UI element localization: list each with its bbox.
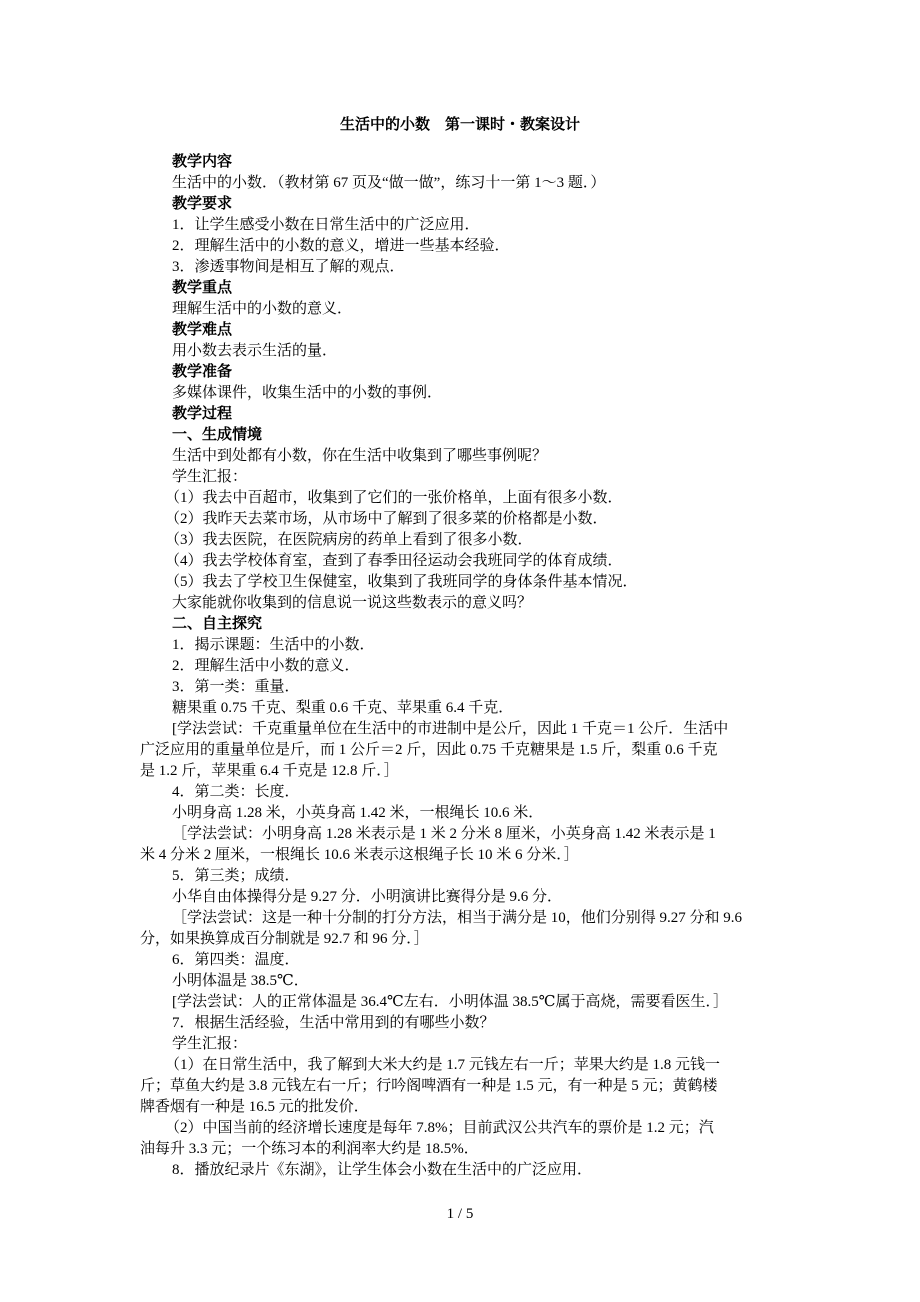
text-line: 学生汇报： [172, 469, 248, 485]
text-line: 3．渗透事物间是相互了解的观点． [172, 259, 405, 275]
section-heading: 二、自主探究 [172, 616, 263, 632]
text-line: 学生汇报： [172, 1036, 248, 1052]
section-heading: 教学重点 [172, 280, 233, 296]
text-line: 生活中的小数．（教材第 67 页及“做一做”，练习十一第 1～3 题．） [172, 175, 606, 191]
text-line: 7．根据生活经验，生活中常用到的有哪些小数？ [172, 1015, 495, 1031]
text-line: 米 4 分米 2 厘米，一根绳长 10.6 米表示这根绳子长 10 米 6 分米．］ [140, 847, 579, 863]
text-line: （4）我去学校体育室，查到了春季田径运动会我班同学的体育成绩． [165, 553, 623, 569]
text-line: 6．第四类：温度． [172, 952, 300, 968]
text-line: 4．第二类：长度． [172, 784, 300, 800]
text-line: 1．让学生感受小数在日常生活中的广泛应用． [172, 217, 480, 233]
text-line: 斤；草鱼大约是 3.8 元钱左右一斤；行吟阁啤酒有一种是 1.5 元，有一种是 5 元；黄鹤楼 [140, 1078, 718, 1094]
text-line: 多媒体课件，收集生活中的小数的事例． [172, 385, 443, 401]
text-line: 大家能就你收集到的信息说一说这些数表示的意义吗？ [172, 595, 533, 611]
text-line: 5．第三类；成绩． [172, 868, 300, 884]
section-heading: 教学过程 [172, 406, 233, 422]
text-line: （1）在日常生活中，我了解到大米大约是 1.7 元钱左右一斤；苹果大约是 1.8 元钱一 [165, 1057, 721, 1073]
section-heading: 教学要求 [172, 196, 233, 212]
text-line: 小明体温是 38.5℃． [172, 973, 309, 989]
text-line: （2）中国当前的经济增长速度是每年 7.8%；目前武汉公共汽车的票价是 1.2 元；汽 [165, 1120, 714, 1136]
text-line: 8．播放纪录片《东湖》，让学生体会小数在生活中的广泛应用． [172, 1162, 593, 1178]
text-line: ［学法尝试：小明身高 1.28 米表示是 1 米 2 分米 8 厘米，小英身高 1.42 米表示是 1 [172, 826, 716, 842]
text-line: 用小数去表示生活的量． [172, 343, 338, 359]
text-line: 小明身高 1.28 米，小英身高 1.42 米，一根绳长 10.6 米． [172, 805, 544, 821]
text-line: 3．第一类：重量． [172, 679, 300, 695]
text-line: 1．揭示课题：生活中的小数． [172, 637, 375, 653]
section-heading: 教学难点 [172, 322, 233, 338]
text-line: （5）我去了学校卫生保健室，收集到了我班同学的身体条件基本情况． [165, 574, 638, 590]
page-number: 1 / 5 [446, 1206, 474, 1222]
text-line: （1）我去中百超市，收集到了它们的一张价格单，上面有很多小数． [165, 490, 623, 506]
text-line: （2）我昨天去菜市场，从市场中了解到了很多菜的价格都是小数． [165, 511, 608, 527]
text-line: [学法尝试：人的正常体温是 36.4℃左右．小明体温 38.5℃属于高烧，需要看医生．］ [172, 994, 729, 1010]
text-line: 分，如果换算成百分制就是 92.7 和 96 分．］ [140, 931, 429, 947]
text-line: 广泛应用的重量单位是斤，而 1 公斤＝2 斤，因此 0.75 千克糖果是 1.5 斤，梨重 0.6 千克 [140, 742, 718, 758]
section-heading: 教学准备 [172, 364, 233, 380]
document-title: 生活中的小数 第一课时・教案设计 [339, 117, 580, 133]
text-line: [学法尝试：千克重量单位在生活中的市进制中是公斤，因此 1 千克＝1 公斤．生活中 [172, 721, 729, 737]
document-body [0, 152, 920, 1181]
section-heading: 一、生成情境 [172, 427, 263, 443]
text-line: 理解生活中的小数的意义． [172, 301, 353, 317]
text-line: 生活中到处都有小数，你在生活中收集到了哪些事例呢？ [172, 448, 548, 464]
text-line: 小华自由体操得分是 9.27 分．小明演讲比赛得分是 9.6 分． [172, 889, 563, 905]
text-line: 2．理解生活中小数的意义． [172, 658, 360, 674]
text-line: 油每升 3.3 元；一个练习本的利润率大约是 18.5%． [140, 1141, 479, 1157]
text-line: 牌香烟有一种是 16.5 元的批发价． [140, 1099, 369, 1115]
text-line: 是 1.2 斤，苹果重 6.4 千克是 12.8 斤．］ [140, 763, 399, 779]
section-heading: 教学内容 [172, 154, 233, 170]
text-line: 2．理解生活中的小数的意义，增进一些基本经验． [172, 238, 510, 254]
text-line: ［学法尝试：这是一种十分制的打分方法，相当于满分是 10，他们分别得 9.27 分和 9.6 [172, 910, 743, 926]
text-line: （3）我去医院，在医院病房的药单上看到了很多小数． [165, 532, 533, 548]
text-line: 糖果重 0.75 千克、梨重 0.6 千克、苹果重 6.4 千克． [172, 700, 514, 716]
